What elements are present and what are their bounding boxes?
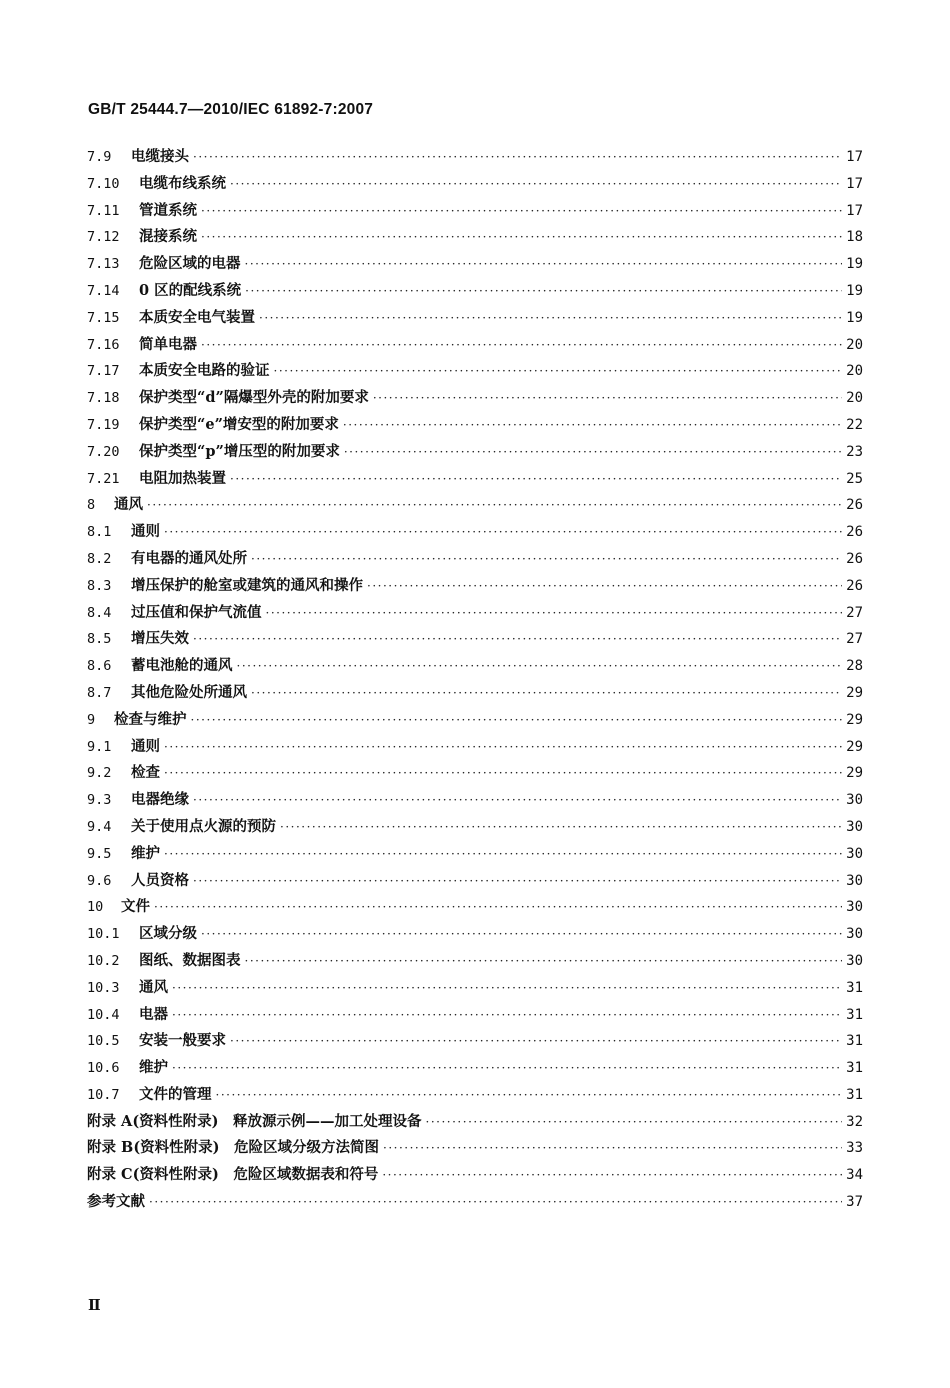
toc-entry-number: 附录 B <box>87 1139 134 1157</box>
leader-dots <box>230 472 842 486</box>
toc-entry-page: 30 <box>846 899 863 916</box>
toc-entry-number: 9.1 <box>87 738 112 755</box>
toc-entry-number: 8 <box>87 497 96 514</box>
toc-entry-page: 26 <box>846 524 863 541</box>
leader-dots <box>201 927 842 941</box>
toc-entry-title: 电器绝缘 <box>131 791 189 809</box>
toc-entry-number: 9.5 <box>87 845 112 862</box>
toc-entry-title: (资料性附录) 释放源示例——加工处理设备 <box>132 1112 422 1130</box>
toc-entry-page: 30 <box>846 952 863 969</box>
leader-dots <box>164 766 842 780</box>
toc-entry-10[interactable] <box>87 895 863 922</box>
toc-entry-number: 附录 C <box>87 1166 133 1184</box>
toc-entry-7-13[interactable] <box>87 252 863 279</box>
toc-entry-annex-c[interactable] <box>87 1163 863 1190</box>
toc-entry-title: 通风 <box>139 978 168 996</box>
toc-entry-title: 保护类型“d”隔爆型外壳的附加要求 <box>139 389 369 407</box>
toc-entry-9[interactable] <box>87 708 863 735</box>
toc-entry-title: 通则 <box>131 523 160 541</box>
leader-dots <box>274 364 843 378</box>
toc-entry-9-5[interactable] <box>87 842 863 869</box>
toc-entry-page: 30 <box>846 872 863 889</box>
leader-dots <box>191 713 843 727</box>
toc-entry-7-15[interactable] <box>87 306 863 333</box>
toc-entry-title: 图纸、数据图表 <box>139 951 241 969</box>
toc-entry-page: 26 <box>846 497 863 514</box>
toc-entry-title: 增压失效 <box>131 630 189 648</box>
leader-dots <box>201 204 842 218</box>
toc-entry-number: 10 <box>87 899 104 916</box>
toc-entry-title: 维护 <box>131 844 160 862</box>
toc-entry-7-20[interactable] <box>87 440 863 467</box>
toc-entry-8-3[interactable] <box>87 574 863 601</box>
leader-dots <box>245 257 843 271</box>
leader-dots <box>245 954 843 968</box>
toc-entry-9-3[interactable] <box>87 788 863 815</box>
toc-entry-title: 电器 <box>139 1005 168 1023</box>
toc-entry-number: 8.2 <box>87 550 112 567</box>
toc-entry-number: 7.10 <box>87 175 120 192</box>
leader-dots <box>230 1034 842 1048</box>
leader-dots <box>193 632 842 646</box>
toc-entry-title: 通风 <box>114 496 143 514</box>
toc-entry-page: 28 <box>846 658 863 675</box>
leader-dots <box>149 1195 842 1209</box>
toc-entry-number: 7.14 <box>87 282 120 299</box>
toc-entry-title: 危险区域的电器 <box>139 255 241 273</box>
toc-entry-number: 7.11 <box>87 202 120 219</box>
leader-dots <box>164 847 842 861</box>
leader-dots <box>245 284 842 298</box>
toc-entry-number: 9.2 <box>87 765 112 782</box>
toc-entry-number: 附录 A <box>87 1112 133 1130</box>
toc-entry-title: 本质安全电路的验证 <box>139 362 270 380</box>
toc-entry-page: 27 <box>846 631 863 648</box>
toc-entry-title: 关于使用点火源的预防 <box>131 817 276 835</box>
page-number: Ⅱ <box>88 1298 101 1314</box>
toc-entry-7-16[interactable] <box>87 333 863 360</box>
toc-entry-title: 文件 <box>121 898 150 916</box>
toc-entry-bibliography[interactable] <box>87 1190 863 1217</box>
toc-entry-title: 保护类型“p”增压型的附加要求 <box>139 442 340 460</box>
toc-entry-page: 17 <box>846 149 863 165</box>
leader-dots <box>259 311 842 325</box>
toc-entry-title: 电缆接头 <box>131 148 189 165</box>
leader-dots <box>367 579 842 593</box>
toc-entry-page: 26 <box>846 550 863 567</box>
toc-entry-page: 37 <box>846 1194 863 1211</box>
leader-dots <box>193 150 842 164</box>
toc-entry-number: 10.5 <box>87 1033 120 1050</box>
toc-entry-number: 10.1 <box>87 926 120 943</box>
toc-entry-7-9[interactable] <box>87 145 863 172</box>
toc-entry-7-12[interactable] <box>87 225 863 252</box>
leader-dots <box>382 1168 842 1182</box>
toc-entry-number: 8.4 <box>87 604 112 621</box>
leader-dots <box>383 1141 842 1155</box>
toc-entry-number: 9.6 <box>87 872 112 889</box>
toc-entry-page: 33 <box>846 1140 863 1157</box>
toc-entry-title: 有电器的通风处所 <box>131 549 247 567</box>
toc-entry-7-14[interactable] <box>87 279 863 306</box>
toc-entry-number: 8.7 <box>87 684 112 701</box>
toc-entry-title: 检查 <box>131 764 160 782</box>
toc-entry-annex-a[interactable] <box>87 1110 863 1137</box>
standard-header: GB/T 25444.7—2010/IEC 61892-7:2007 <box>88 101 374 118</box>
toc-entry-page: 32 <box>846 1113 863 1130</box>
toc-entry-number: 8.5 <box>87 631 112 648</box>
leader-dots <box>251 552 842 566</box>
toc-entry-title: 混接系统 <box>139 228 197 246</box>
toc-entry-number: 7.9 <box>87 149 112 165</box>
toc-entry-page: 31 <box>846 1006 863 1023</box>
toc-entry-page: 17 <box>846 175 863 192</box>
toc-entry-number: 7.12 <box>87 229 120 246</box>
leader-dots <box>230 177 842 191</box>
toc-entry-page: 19 <box>846 309 863 326</box>
toc-entry-title: 检查与维护 <box>114 710 187 728</box>
toc-entry-page: 19 <box>846 282 863 299</box>
toc-entry-page: 20 <box>846 390 863 407</box>
toc-entry-7-10[interactable] <box>87 172 863 199</box>
toc-entry-page: 26 <box>846 577 863 594</box>
toc-entry-number: 10.4 <box>87 1006 120 1023</box>
toc-entry-number: 7.21 <box>87 470 120 487</box>
toc-entry-page: 31 <box>846 1086 863 1103</box>
toc-entry-page: 30 <box>846 926 863 943</box>
toc-entry-7-17[interactable] <box>87 359 863 386</box>
toc-entry-10-1[interactable] <box>87 922 863 949</box>
toc-entry-page: 23 <box>846 443 863 460</box>
toc-entry-number: 7.18 <box>87 390 120 407</box>
leader-dots <box>280 820 842 834</box>
toc-entry-number: 8.1 <box>87 524 112 541</box>
leader-dots <box>172 981 842 995</box>
toc-entry-page: 20 <box>846 363 863 380</box>
toc-entry-10-2[interactable] <box>87 949 863 976</box>
toc-entry-page: 31 <box>846 1060 863 1077</box>
toc-entry-10-3[interactable] <box>87 976 863 1003</box>
toc-entry-title: 区域分级 <box>139 925 197 943</box>
toc-entry-7-18[interactable] <box>87 386 863 413</box>
toc-entry-page: 29 <box>846 711 863 728</box>
toc-entry-page: 29 <box>846 684 863 701</box>
toc-entry-8[interactable] <box>87 493 863 520</box>
toc-entry-title: 管道系统 <box>139 201 197 219</box>
toc-entry-page: 29 <box>846 738 863 755</box>
toc-entry-7-11[interactable] <box>87 199 863 226</box>
toc-entry-title: 蓄电池舱的通风 <box>131 657 233 675</box>
toc-entry-page: 30 <box>846 792 863 809</box>
toc-entry-10-6[interactable] <box>87 1056 863 1083</box>
toc-entry-page: 25 <box>846 470 863 487</box>
toc-entry-title: 保护类型“e”增安型的附加要求 <box>139 415 339 433</box>
toc-entry-number: 7.13 <box>87 256 120 273</box>
toc-entry-9-4[interactable] <box>87 815 863 842</box>
leader-dots <box>344 445 842 459</box>
toc-entry-number: 10.2 <box>87 952 120 969</box>
toc-entry-9-2[interactable] <box>87 761 863 788</box>
toc-entry-number: 7.17 <box>87 363 120 380</box>
toc-entry-8-6[interactable] <box>87 654 863 681</box>
leader-dots <box>164 740 842 754</box>
toc-entry-title: 0 区的配线系统 <box>139 281 242 299</box>
toc-entry-page: 29 <box>846 765 863 782</box>
toc-entry-page: 20 <box>846 336 863 353</box>
leader-dots <box>193 793 842 807</box>
toc-entry-number: 8.6 <box>87 658 112 675</box>
toc-entry-title: 文件的管理 <box>139 1085 212 1103</box>
toc-entry-number: 9.3 <box>87 792 112 809</box>
toc-entry-10-5[interactable] <box>87 1029 863 1056</box>
toc-entry-page: 31 <box>846 1033 863 1050</box>
toc-entry-10-4[interactable] <box>87 1003 863 1030</box>
toc-entry-page: 19 <box>846 256 863 273</box>
toc-entry-title: 人员资格 <box>131 871 189 889</box>
leader-dots <box>172 1008 842 1022</box>
toc-entry-8-1[interactable] <box>87 520 863 547</box>
toc-entry-number: 10.7 <box>87 1086 120 1103</box>
toc-entry-title: (资料性附录) 危险区域分级方法简图 <box>133 1139 380 1157</box>
toc-entry-page: 27 <box>846 604 863 621</box>
toc-entry-number: 7.20 <box>87 443 120 460</box>
toc-entry-page: 30 <box>846 845 863 862</box>
toc-entry-page: 22 <box>846 416 863 433</box>
toc-entry-9-6[interactable] <box>87 869 863 896</box>
toc-entry-title: 电缆布线系统 <box>139 174 226 192</box>
toc-entry-8-4[interactable] <box>87 601 863 628</box>
toc-entry-page: 31 <box>846 979 863 996</box>
toc-entry-number: 9.4 <box>87 818 112 835</box>
leader-dots <box>193 874 842 888</box>
toc-entry-number: 参考文献 <box>87 1193 145 1211</box>
toc-entry-9-1[interactable] <box>87 735 863 762</box>
toc-entry-page: 34 <box>846 1167 863 1184</box>
leader-dots <box>251 686 842 700</box>
toc-entry-number: 8.3 <box>87 577 112 594</box>
toc-entry-page: 18 <box>846 229 863 246</box>
toc-entry-title: 本质安全电气装置 <box>139 308 255 326</box>
toc-entry-8-5[interactable] <box>87 627 863 654</box>
leader-dots <box>154 900 842 914</box>
toc-entry-8-2[interactable] <box>87 547 863 574</box>
toc-entry-7-21[interactable] <box>87 467 863 494</box>
leader-dots <box>147 498 842 512</box>
toc-entry-page: 30 <box>846 818 863 835</box>
toc-entry-number: 10.3 <box>87 979 120 996</box>
leader-dots <box>266 606 843 620</box>
toc-entry-annex-b[interactable] <box>87 1136 863 1163</box>
leader-dots <box>201 230 842 244</box>
toc-entry-number: 10.6 <box>87 1060 120 1077</box>
leader-dots <box>373 391 842 405</box>
toc-entry-number: 7.16 <box>87 336 120 353</box>
toc-entry-8-7[interactable] <box>87 681 863 708</box>
toc-entry-number: 7.15 <box>87 309 120 326</box>
leader-dots <box>164 525 842 539</box>
toc-entry-title: (资料性附录) 危险区域数据表和符号 <box>132 1166 379 1184</box>
leader-dots <box>343 418 842 432</box>
toc-entry-title: 安装一般要求 <box>139 1032 226 1050</box>
toc-entry-page: 17 <box>846 202 863 219</box>
toc-entry-10-7[interactable] <box>87 1083 863 1110</box>
toc-entry-title: 电阻加热装置 <box>139 469 226 487</box>
toc-entry-title: 通则 <box>131 737 160 755</box>
toc-entry-title: 维护 <box>139 1059 168 1077</box>
toc-entry-number: 7.19 <box>87 416 120 433</box>
toc-entry-title: 简单电器 <box>139 335 197 353</box>
leader-dots <box>426 1115 843 1129</box>
toc-entry-title: 增压保护的舱室或建筑的通风和操作 <box>131 576 363 594</box>
table-of-contents <box>87 145 863 1217</box>
toc-entry-7-19[interactable] <box>87 413 863 440</box>
leader-dots <box>216 1088 843 1102</box>
leader-dots <box>201 338 842 352</box>
leader-dots <box>172 1061 842 1075</box>
toc-entry-number: 9 <box>87 711 96 728</box>
toc-entry-title: 其他危险处所通风 <box>131 683 247 701</box>
toc-entry-title: 过压值和保护气流值 <box>131 603 262 621</box>
leader-dots <box>237 659 843 673</box>
